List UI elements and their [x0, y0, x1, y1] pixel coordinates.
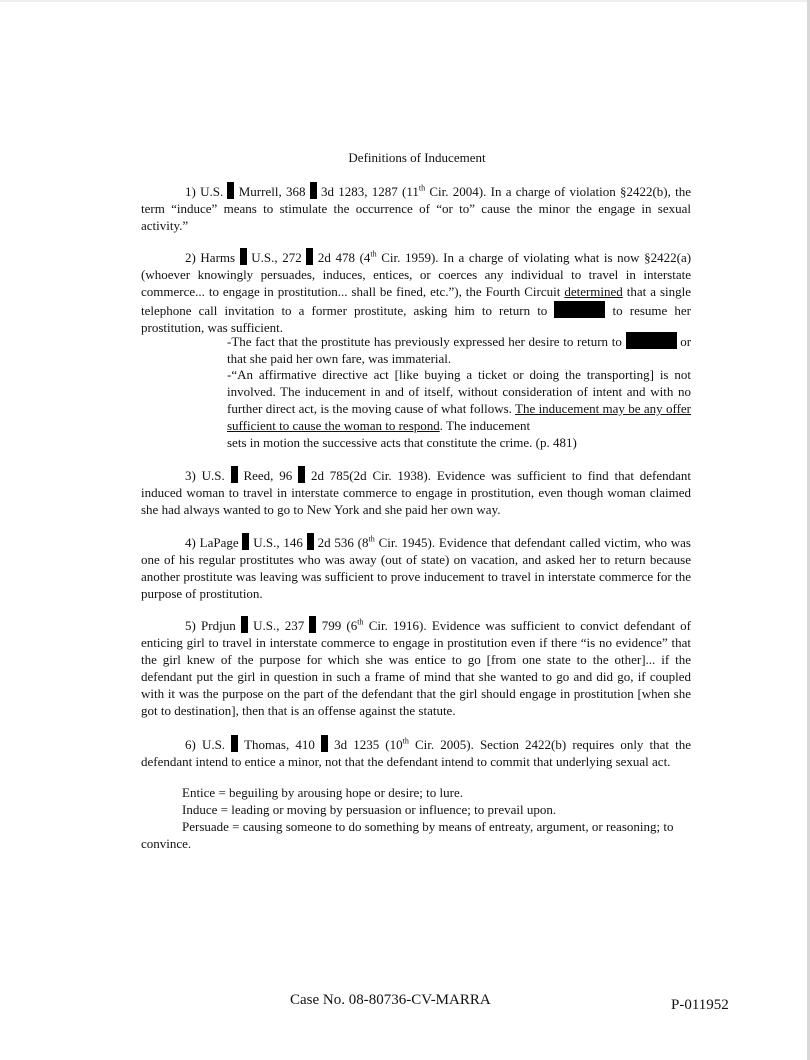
sub-note-2-text: -“An affirmative directive act [like buying a ticket or doing the transporting] is not involved. The inducement in and of itself, without consideration of intent and with no further direct act, is the moving cause of what follows. [227, 367, 691, 416]
case-5-citation: 799 (6 [321, 618, 358, 633]
case-paragraph-1 [141, 182, 691, 235]
case-2-citation: 2d 478 (4 [317, 250, 371, 265]
redaction-bar [242, 533, 249, 550]
case-3-number: 3) U.S. [185, 468, 225, 483]
redaction-bar [309, 616, 316, 633]
case-6-sup: th [402, 736, 409, 746]
case-5-text: Cir. 1916). Evidence was sufficient to convict defendant of enticing girl to travel in interstate commerce to engage in prostitution even if there “is no evidence” that the girl knew of the purpose for which she was entice to go [from one state to the other]... if the defendant put the girl in question in such a frame of mind that she wanted to go and did go, if coupled with it was the purpose on the part of the defendant that the girl should engage in prostitution [when she got to destination], then that is an offense against the statute. [141, 618, 692, 718]
sub-note-2-underlined: The inducement may be any offer sufficient to cause the woman to respond [227, 400, 692, 433]
case-2-text: Cir. 1959). In a charge of violating what is now §2422(a) (whoever knowingly persuades, induces, entices, or coerces any individual to travel in interstate commerce... to engage in prostitution... shall be fined, etc.”), the Fourth Circuit [141, 250, 692, 299]
definition-entice: Entice = beguiling by arousing hope or desire; to lure. [182, 785, 463, 800]
sub-note-1 [227, 332, 691, 368]
redaction-bar [227, 182, 234, 199]
scan-top-edge [0, 0, 810, 2]
redaction-bar [554, 301, 605, 318]
redaction-bar [306, 248, 313, 265]
case-6-number: 6) U.S. [185, 737, 226, 752]
case-4-text: Cir. 1945). Evidence that defendant called victim, who was one of his regular prostitutes who was away (out of state) on vacation, and asked her to return because another prostitute was leaving was sufficient to prove inducement to travel in interstate commerce for the purpose of prostitution. [141, 535, 691, 601]
sub-note-1-tail: or that she paid her own fare, was immaterial. [227, 334, 692, 366]
case-2-party: U.S., 272 [251, 250, 302, 265]
redaction-bar [231, 466, 238, 483]
redaction-bar [310, 182, 317, 199]
redaction-bar [321, 735, 328, 752]
case-paragraph-5 [141, 616, 691, 719]
case-4-number: 4) LaPage [185, 535, 239, 550]
redaction-bar [231, 735, 238, 752]
case-2-text-3: to resume her prostitution, was sufficient. [141, 302, 691, 335]
case-2-sup: th [370, 249, 377, 259]
case-1-party: Murrell, 368 [238, 184, 306, 199]
case-paragraph-4 [141, 533, 691, 603]
sub-note-2-last-line: sets in motion the successive acts that constitute the crime. (p. 481) [227, 434, 577, 450]
case-1-citation: 3d 1283, 1287 (11 [321, 184, 419, 199]
case-6-citation: 3d 1235 (10 [334, 737, 403, 752]
page-title: Definitions of Inducement [348, 150, 486, 165]
redaction-bar [298, 466, 305, 483]
redaction-bar [240, 248, 247, 265]
case-6-text: Cir. 2005). Section 2422(b) requires only that the defendant intend to entice a minor, not that the defendant intend to commit that underlying sexual act. [141, 737, 692, 769]
definition-persuade: Persuade = causing someone to do something by means of entreaty, argument, or reasoning; to convince. [141, 818, 674, 851]
definition-induce: Induce = leading or moving by persuasion or influence; to prevail upon. [182, 801, 557, 817]
case-1-sup: th [418, 183, 426, 193]
case-5-party: U.S., 237 [253, 618, 305, 633]
case-2-text-2: that a single telephone call invitation to a former prostitute, asking him to return to [141, 283, 692, 318]
footer-case-number: Case No. 08-80736-CV-MARRA [290, 992, 491, 1008]
case-5-number: 5) Prdjun [185, 618, 236, 633]
case-1-number: 1) U.S. [185, 184, 224, 199]
case-6-party: Thomas, 410 [244, 737, 315, 752]
case-3-text: 2d 785(2d Cir. 1938). Evidence was sufficient to find that defendant induced woman to travel in interstate commerce to engage in prostitution, even though woman claimed she had always wanted to go to New York and she paid her own way. [141, 468, 692, 517]
case-2-underlined: determined [564, 283, 623, 299]
sub-note-2 [227, 367, 691, 452]
case-paragraph-2 [141, 248, 691, 337]
case-3-party: Reed, 96 [243, 468, 293, 483]
footer-bates-number: P-011952 [671, 997, 729, 1013]
redaction-bar [307, 533, 314, 550]
case-4-party: U.S., 146 [253, 535, 303, 550]
sub-note-1-lead: -The fact that the prostitute has previously expressed her desire to return to [227, 334, 622, 349]
case-5-sup: th [357, 617, 364, 627]
definitions-list [141, 785, 693, 853]
case-4-sup: th [368, 534, 375, 544]
sub-note-2-tail: . The inducement [439, 417, 531, 433]
redaction-bar [626, 332, 677, 349]
redaction-bar [241, 616, 248, 633]
case-4-citation: 2d 536 (8 [317, 535, 369, 550]
case-paragraph-6 [141, 735, 691, 771]
case-2-number: 2) Harms [185, 250, 236, 265]
case-1-text: Cir. 2004). In a charge of violation §2422(b), the term “induce” means to stimulate the occurrence of “or to” cause the minor the engage in sexual activity.” [141, 184, 692, 233]
case-paragraph-3 [141, 466, 691, 519]
